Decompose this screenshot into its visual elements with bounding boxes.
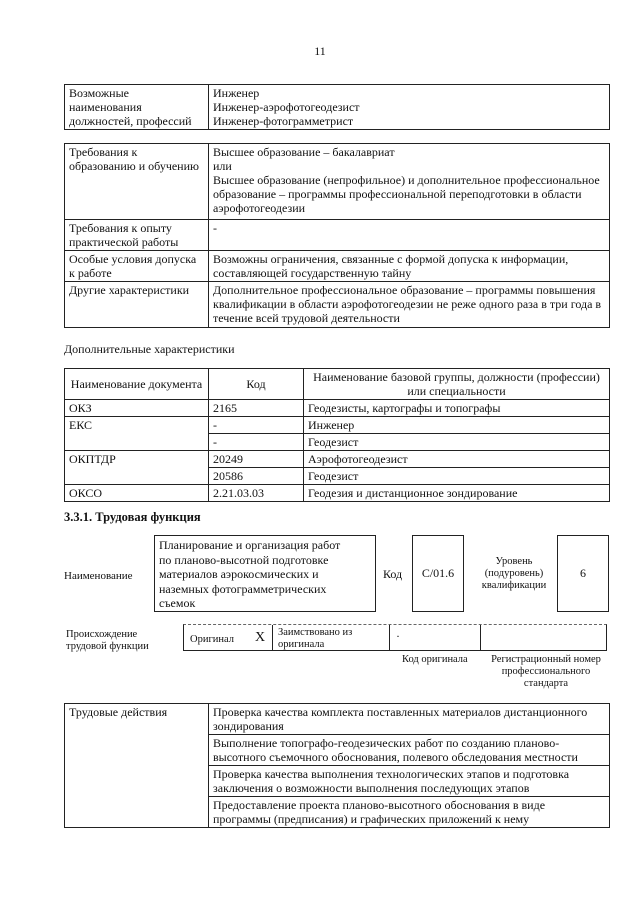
actions-label: Трудовые действия — [65, 704, 209, 828]
req-label-education: Требования к образованию и обучению — [65, 144, 209, 220]
level-label-line: (подуровень) — [484, 568, 544, 579]
cell-name: Аэрофотогеодезист — [304, 451, 610, 468]
req-label-experience: Требования к опыту практической работы — [65, 220, 209, 251]
additional-table — [64, 368, 610, 502]
function-name-line: материалов аэрокосмических и — [159, 567, 319, 581]
actions-table — [64, 703, 610, 828]
positions-table — [64, 84, 610, 130]
cell-name: Геодезист — [304, 468, 610, 485]
req-label-access: Особые условия допуска к работе — [65, 251, 209, 282]
section-heading: 3.3.1. Трудовая функция — [64, 510, 201, 524]
code-value: С/01.6 — [421, 566, 455, 580]
cell-code: - — [209, 434, 304, 451]
cell-doc: ОКЗ — [65, 400, 209, 417]
req-line: Высшее образование (непрофильное) и дополнительное профессиональное образование – программы профессиональной переподготовки в области аэрофотогеодезии — [213, 173, 600, 215]
col-header-code: Код — [209, 369, 304, 400]
code-value-box — [412, 535, 464, 612]
position-item: Инженер — [213, 86, 260, 100]
cell-name: Инженер — [304, 417, 610, 434]
origin-original: Оригинал — [190, 634, 234, 645]
table-row — [65, 417, 610, 434]
req-line: или — [213, 159, 232, 173]
action-item: Выполнение топографо-геодезических работ по созданию планово-высотного съемочного обоснования, полевого обследования местности — [209, 735, 610, 766]
level-value-box — [557, 535, 609, 612]
code-original-label: Код оригинала — [402, 654, 468, 665]
origin-label-line: Происхождение — [66, 629, 138, 640]
cell-code: - — [209, 417, 304, 434]
level-label-line: квалификации — [481, 580, 547, 591]
table-row — [65, 451, 610, 468]
action-item: Предоставление проекта планово-высотного обоснования в виде программы (предписания) и графических приложений к нему — [209, 797, 610, 828]
table-row — [65, 704, 610, 735]
req-value-access: Возможны ограничения, связанные с формой допуска к информации, составляющей государственную тайну — [209, 251, 610, 282]
function-name-line: наземных фотограмметрических — [159, 581, 327, 596]
origin-borrowed: Заимствовано из оригинала — [278, 627, 353, 650]
function-name-line: по планово-высотной подготовке — [159, 552, 329, 567]
positions-label: Возможные наименования должностей, профессий — [65, 85, 209, 130]
cell-code: 20249 — [209, 451, 304, 468]
cell-doc: ЕКС — [65, 417, 209, 451]
code-label: Код — [383, 567, 403, 581]
level-value: 6 — [580, 566, 586, 580]
origin-label-line: трудовой функции — [66, 641, 149, 652]
cell-name: Геодезисты, картографы и топографы — [304, 400, 610, 417]
req-value-other: Дополнительное профессиональное образование – программы повышения квалификации в области аэрофотогеодезии не реже одного раза в три года в течение всей трудовой деятельности — [209, 282, 610, 328]
cell-name: Геодезист — [304, 434, 610, 451]
cell-name: Геодезия и дистанционное зондирование — [304, 485, 610, 502]
cell-code: 2.21.03.03 — [209, 485, 304, 502]
action-item: Проверка качества комплекта поставленных материалов дистанционного зондирования — [209, 704, 610, 735]
level-label — [476, 556, 552, 592]
origin-dot: · — [396, 629, 400, 643]
page-number: 11 — [314, 44, 326, 58]
function-name-line: Планирование и организация работ — [159, 538, 341, 552]
origin-box — [183, 624, 607, 651]
additional-title: Дополнительные характеристики — [64, 342, 235, 356]
cell-doc: ОКПТДР — [65, 451, 209, 485]
req-value-experience: - — [209, 220, 610, 251]
req-label-other: Другие характеристики — [65, 282, 209, 328]
cell-doc: ОКСО — [65, 485, 209, 502]
reg-number-label: Регистрационный номер профессионального стандарта — [491, 654, 601, 689]
position-item: Инженер-фотограмметрист — [213, 114, 354, 128]
action-item: Проверка качества выполнения технологических этапов и подготовка заключения о возможности выполнения последующих этапов — [209, 766, 610, 797]
req-value-education — [209, 144, 610, 220]
position-item: Инженер-аэрофотогеодезист — [213, 100, 360, 114]
origin-mark: X — [255, 630, 266, 645]
req-line: Высшее образование – бакалавриат — [213, 145, 395, 159]
col-header-doc: Наименование документа — [65, 369, 209, 400]
table-row — [65, 485, 610, 502]
function-name-box — [154, 535, 376, 612]
col-header-name: Наименование базовой группы, должности (профессии) или специальности — [304, 369, 610, 400]
requirements-table — [64, 143, 610, 328]
origin-label — [66, 629, 149, 653]
function-name-line: съемок — [159, 596, 196, 610]
cell-code: 2165 — [209, 400, 304, 417]
function-name-label: Наименование — [64, 570, 133, 582]
table-row — [65, 400, 610, 417]
level-label-line: Уровень — [495, 556, 533, 567]
positions-values — [209, 85, 610, 130]
cell-code: 20586 — [209, 468, 304, 485]
